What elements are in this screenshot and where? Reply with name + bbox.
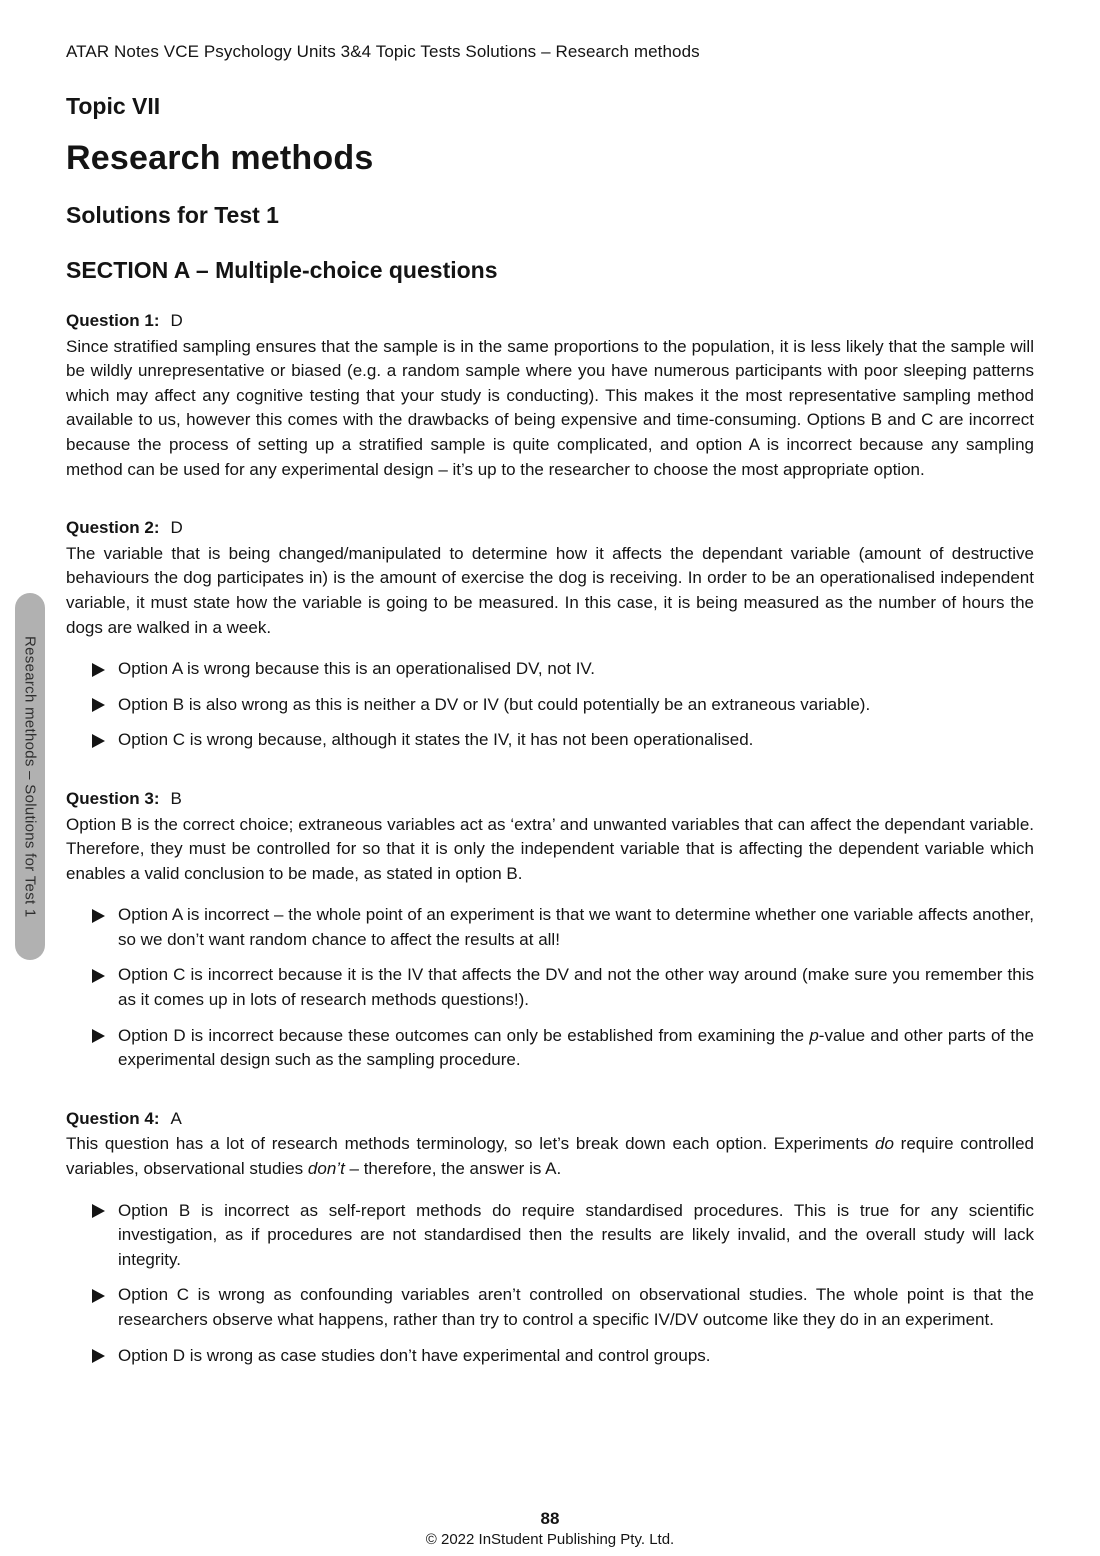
option-note-text: Option B is also wrong as this is neither a DV or IV (but could potentially be an extraneous variable). xyxy=(118,694,871,714)
bullet-triangle-icon xyxy=(92,1029,105,1043)
explanation-segment-italic: don’t xyxy=(307,1159,345,1179)
bullet-triangle-icon xyxy=(92,909,105,923)
list-item xyxy=(66,1024,1034,1073)
question-1-heading xyxy=(66,309,1034,334)
question-4-explanation xyxy=(66,1132,1034,1181)
bullet-triangle-icon xyxy=(92,1204,105,1218)
question-3-label: Question 3: xyxy=(66,788,160,808)
question-3-explanation: Option B is the correct choice; extraneous variables act as ‘extra’ and unwanted variables that can affect the dependant variable. Therefore, they must be controlled for so that it is only the independent variable that is affecting the dependent variable which enables a valid conclusion to be made, as stated in option B. xyxy=(66,814,1034,883)
bullet-triangle-icon xyxy=(92,698,105,712)
option-note-text: Option A is incorrect – the whole point of an experiment is that we want to determine whether one variable affects another, so we don’t want random chance to affect the results at all! xyxy=(118,905,1034,949)
question-1-label: Question 1: xyxy=(66,311,160,330)
question-4-heading xyxy=(66,1107,1034,1132)
bullet-triangle-icon xyxy=(92,1349,105,1363)
option-note-text: Option B is incorrect as self-report methods do require standardised procedures. This is true for any scientific investigation, as if procedures are not standardised then the results are likely invalid, and the overall study will lack integrity. xyxy=(118,1200,1034,1269)
list-item xyxy=(66,728,1034,753)
question-2-heading xyxy=(66,516,1034,541)
running-header: ATAR Notes VCE Psychology Units 3&4 Topic Tests Solutions – Research methods xyxy=(66,42,700,61)
option-note-segment: -value and other parts of the experimental design such as the sampling procedure. xyxy=(118,1025,1034,1070)
explanation-segment: This question has a lot of research methods terminology, so let’s break down each option. Experiments xyxy=(66,1134,876,1154)
section-heading: SECTION A – Multiple-choice questions xyxy=(66,257,498,283)
question-1-block xyxy=(66,309,1034,482)
list-item xyxy=(66,963,1034,1012)
question-2-label: Question 2: xyxy=(66,518,160,538)
question-2-explanation: The variable that is being changed/manipulated to determine how it affects the dependant variable (amount of destructive behaviours the dog participates in) is the amount of exercise the dog is receiving. In order to be an operationalised independent variable, it must state how the variable is going to be measured. In this case, it is being measured as the number of hours the dogs are walked in a week. xyxy=(66,543,1034,637)
option-note-text: Option D is wrong as case studies don’t have experimental and control groups. xyxy=(118,1345,711,1365)
bullet-triangle-icon xyxy=(92,1289,105,1303)
question-4-option-notes xyxy=(66,1199,1034,1369)
page-footer xyxy=(0,1509,1100,1548)
option-note-segment-italic: p xyxy=(809,1025,819,1045)
explanation-segment: – therefore, the answer is A. xyxy=(344,1159,562,1179)
subtitle: Solutions for Test 1 xyxy=(66,202,279,228)
question-2-option-notes xyxy=(66,657,1034,753)
bullet-triangle-icon xyxy=(92,969,105,983)
question-4-label: Question 4: xyxy=(66,1108,160,1128)
question-2-answer: D xyxy=(170,518,183,538)
question-1-explanation: Since stratified sampling ensures that the sample is in the same proportions to the population, it is less likely that the sample will be wildly unrepresentative or biased (e.g. a random sample where you have numerous participants with poor sleeping patterns which may affect any cognitive testing that your study is conducting). This makes it the most representative sampling method available to us, however this comes with the drawbacks of being expensive and time-consuming. Options B and C are incorrect because the process of setting up a stratified sample is quite complicated, and option A is incorrect because any sampling method can be used for any experimental design – it’s up to the researcher to choose the most appropriate option. xyxy=(66,336,1034,479)
option-note-text: Option C is wrong because, although it states the IV, it has not been operationalised. xyxy=(118,730,754,750)
page-number: 88 xyxy=(540,1509,560,1528)
copyright-line: © 2022 InStudent Publishing Pty. Ltd. xyxy=(425,1531,675,1548)
explanation-segment: require controlled variables, observational studies xyxy=(66,1134,1035,1179)
question-3-heading xyxy=(66,787,1034,812)
question-3-option-notes xyxy=(66,903,1034,1073)
page-title: Research methods xyxy=(66,139,374,177)
topic-label: Topic VII xyxy=(66,93,161,119)
option-note-text xyxy=(118,1026,1034,1070)
list-item xyxy=(66,657,1034,682)
question-4-block xyxy=(66,1107,1034,1368)
side-tab xyxy=(15,593,45,960)
question-4-answer: A xyxy=(170,1108,182,1128)
list-item xyxy=(66,1283,1034,1332)
list-item xyxy=(66,903,1034,952)
bullet-triangle-icon xyxy=(92,734,105,748)
option-note-segment: Option D is incorrect because these outcomes can only be established from examining the xyxy=(118,1025,810,1045)
option-note-text: Option A is wrong because this is an operationalised DV, not IV. xyxy=(118,659,595,679)
bullet-triangle-icon xyxy=(92,663,105,677)
list-item xyxy=(66,693,1034,718)
side-tab-label: Research methods – Solutions for Test 1 xyxy=(21,635,39,918)
explanation-segment-italic: do xyxy=(875,1134,894,1154)
question-3-answer: B xyxy=(170,788,182,808)
list-item xyxy=(66,1344,1034,1369)
list-item xyxy=(66,1199,1034,1273)
question-3-block xyxy=(66,787,1034,1073)
question-2-block xyxy=(66,516,1034,753)
option-note-text: Option C is incorrect because it is the IV that affects the DV and not the other way around (make sure you remember this as it comes up in lots of research methods questions!). xyxy=(118,965,1034,1010)
question-1-answer: D xyxy=(170,311,183,330)
option-note-text: Option C is wrong as confounding variables aren’t controlled on observational studies. The whole point is that the researchers observe what happens, rather than try to control a specific IV/DV outcome like they do in an experiment. xyxy=(118,1285,1034,1329)
